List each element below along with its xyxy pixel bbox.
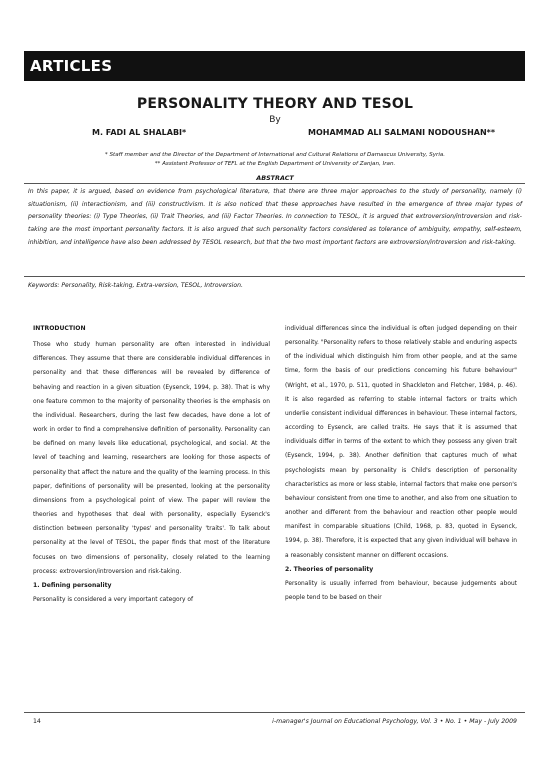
abstract-bottom-rule [24, 276, 525, 277]
author-1: M. FADI AL SHALABI* [92, 128, 187, 137]
introduction-heading: INTRODUCTION [33, 325, 86, 332]
by-line: By [269, 115, 281, 125]
theories-heading: 2. Theories of personality [285, 565, 374, 573]
journal-citation: i-manager's Journal on Educational Psychology, Vol. 3 • No. 1 • May - July 2009 [272, 718, 517, 725]
footer-rule [24, 712, 525, 713]
introduction-text: Those who study human personality are often interested in individual differences. They assume that there are considerable individual differences in personality and that these differences will be revealed by difference of behaving and reaction in a given situation (Eysenck, 1994, p. 38). That is why one feature common to the majority of personality theories is the emphasis on the individual. Researchers, during the last few decades, have done a lot of work in order to find a comprehensive definition of personality. Personality can be defined on many levels like educational, psychological, and social. At the level of teaching and learning, researchers are looking for those aspects of personality that affect the nature and the quality of the learning process. In this paper, definitions of personality will be presented, looking at the personality dimensions from a psychological point of view. The paper will review the theories and hypotheses that deal with personality, especially Eysenck's distinction between personality 'types' and personality 'traits'. To talk about personality at the level of TESOL, the paper finds that most of the literature focuses on two dimensions of personality, closely related to the learning process: extroversion/introversion and risk-taking. [33, 342, 270, 575]
page-number: 14 [33, 718, 41, 725]
right-column [285, 322, 517, 605]
abstract-heading: ABSTRACT [256, 174, 294, 182]
section-banner: ARTICLES [24, 51, 525, 81]
abstract-top-rule [24, 183, 525, 184]
affiliation-2: ** Assistant Professor of TEFL at the English Department of University of Zanjan, Iran. [154, 161, 396, 167]
defining-personality-heading: 1. Defining personality [33, 581, 112, 589]
left-column [33, 322, 270, 607]
abstract-text: In this paper, it is argued, based on evidence from psychological literature, that there are three major approaches to the study of personality, namely (i) situationism, (ii) interactionism, and (iii) constructivism. It is also noticed that these approaches have resulted in the emergence of three major types of personality theories: (i) Type Theories, (ii) Trait Theories, and (iii) Factor Theories. In connection to TESOL, it is argued that extroversion/introversion and risk-taking are the most important personality factors. It is also argued that such personality factors considered as tolerance of ambiguity, empathy, self-esteem, inhibition, and intelligence have also been addressed by TESOL research, but that the two most important factors are extroversion/introversion and risk-taking. [28, 188, 522, 246]
keywords: Keywords: Personality, Risk-taking, Extra-version, TESOL, Introversion. [28, 282, 243, 289]
article-title: PERSONALITY THEORY AND TESOL [136, 96, 414, 112]
right-column-text-1: individual differences since the individual is often judged depending on their personality. "Personality refers to those relatively stable and enduring aspects of the individual which distinguish him from other people, and at the same time, form the basis of our predictions concerning his future behaviour" (Wright, et al., 1970, p. 511, quoted in Shackleton and Fletcher, 1984, p. 46). It is also regarded as referring to stable internal factors or traits which underlie consistent individual differences in behaviour. These internal factors, according to Eysenck, are called traits. He says that it is assumed that individuals differ in terms of the extent to which they possess any given trait (Eysenck, 1994, p. 38). Another definition that captures much of what psychologists mean by personality is Child's description of personality characteristics as more or less stable, internal factors that make one person's behaviour consistent from one time to another, and also from one situation to another and different from the behaviour and reaction other people would manifest in comparable situations (Child, 1968, p. 83, quoted in Eysenck, 1994, p. 38). Therefore, it is expected that any given individual will behave in a reasonably consistent manner on different occasions. [285, 326, 517, 559]
author-2: MOHAMMAD ALI SALMANI NODOUSHAN** [308, 128, 496, 137]
affiliation-1: * Staff member and the Director of the Department of International and Cultural Relations of Damascus University, Syria. [104, 152, 446, 158]
defining-personality-text: Personality is considered a very important category of [33, 596, 194, 603]
right-column-text-2: Personality is usually inferred from behaviour, because judgements about people tend to be based on their [285, 580, 517, 601]
